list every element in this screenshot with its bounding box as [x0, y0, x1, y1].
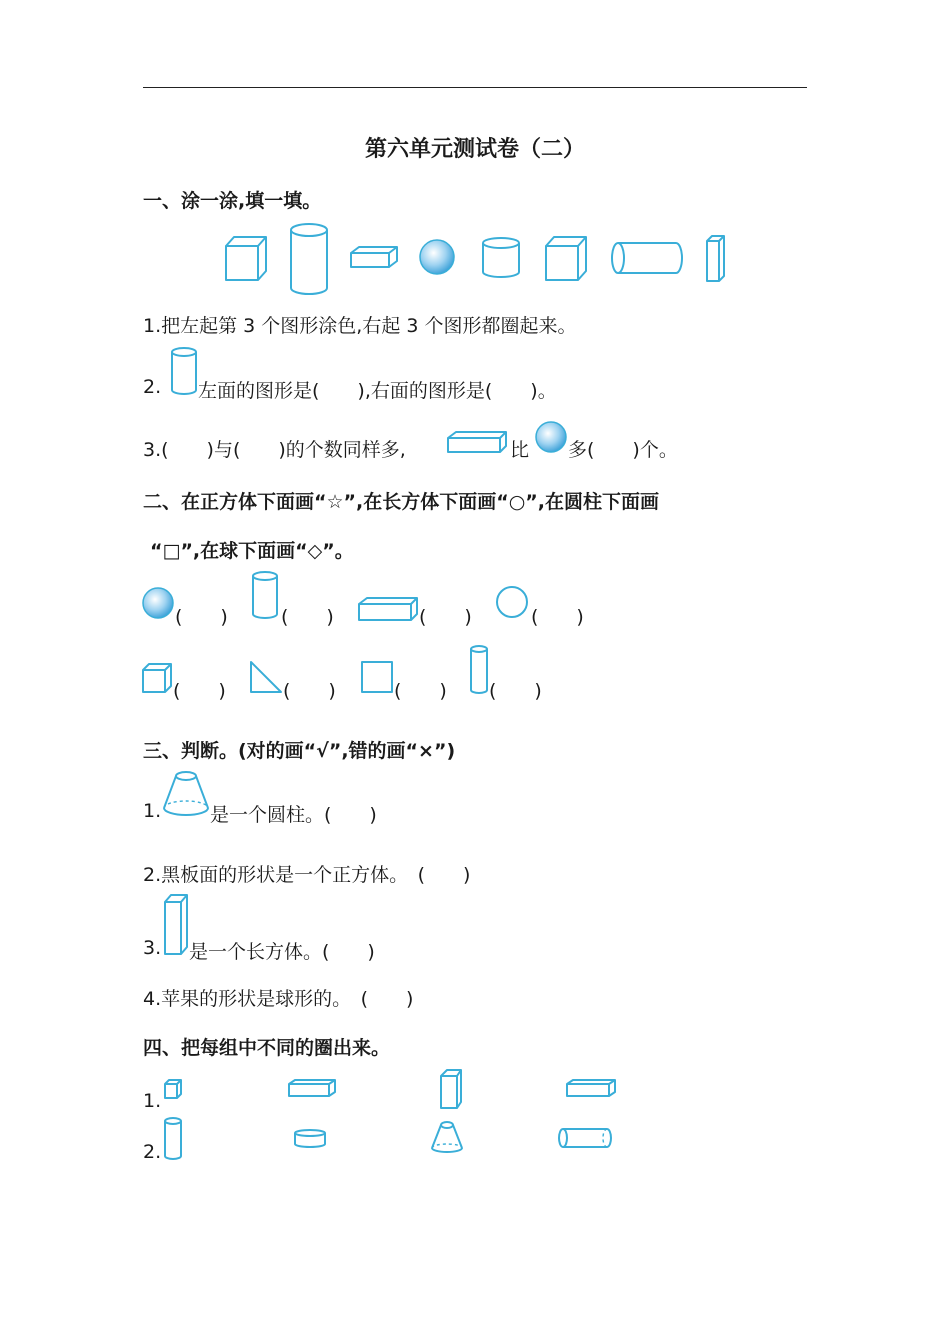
frustum-icon — [162, 770, 212, 820]
circle-item-a4 — [495, 585, 531, 621]
cylinder-item-b4 — [469, 644, 491, 696]
group1-small-cube[interactable] — [163, 1078, 185, 1102]
square-item-b3 — [360, 660, 396, 696]
answer-blank-b4[interactable]: ( ) — [489, 680, 542, 702]
cylinder-icon — [170, 346, 200, 396]
section1-q2-number: 2. — [143, 376, 162, 398]
section1-q2-text: 左面的图形是( ),右面的图形是( )。 — [198, 380, 557, 402]
section3-q4[interactable]: 4.苹果的形状是球形的。 ( ) — [143, 988, 414, 1010]
cuboid-item-a3 — [357, 596, 421, 624]
group2-lying-cylinder[interactable] — [557, 1126, 615, 1152]
section4-group1-label: 1. — [143, 1090, 162, 1112]
cube-item-b1 — [141, 660, 175, 696]
group1-cuboid-b[interactable] — [565, 1078, 619, 1100]
section3-q1-text[interactable]: 是一个圆柱。( ) — [210, 804, 377, 826]
sphere-icon — [534, 420, 568, 454]
answer-blank-a3[interactable]: ( ) — [419, 606, 472, 628]
cuboid-icon — [446, 430, 508, 456]
group1-tall-cuboid[interactable] — [439, 1068, 465, 1112]
answer-blank-b2[interactable]: ( ) — [283, 680, 336, 702]
tall-cuboid-icon — [163, 892, 191, 958]
section1-q3-part2: 比 — [510, 439, 530, 461]
group2-short-cylinder[interactable] — [293, 1128, 329, 1152]
group2-frustum[interactable] — [430, 1120, 466, 1156]
section1-heading: 一、涂一涂,填一填。 — [143, 190, 322, 212]
section2-heading-line1: 二、在正方体下面画“☆”,在长方体下面画“○”,在圆柱下面画 — [143, 491, 659, 513]
section3-q3-text[interactable]: 是一个长方体。( ) — [189, 941, 375, 963]
tall-cylinder-shape — [291, 224, 327, 294]
section1-q3-part1: 3.( )与( )的个数同样多, — [143, 439, 406, 461]
answer-blank-a2[interactable]: ( ) — [281, 606, 334, 628]
lying-cylinder-shape — [612, 243, 682, 273]
section1-q1: 1.把左起第 3 个图形涂色,右起 3 个图形都圈起来。 — [143, 315, 577, 337]
page-title: 第六单元测试卷（二） — [364, 136, 585, 162]
flat-cuboid-shape — [351, 247, 397, 267]
section3-q3-number: 3. — [143, 937, 162, 959]
section1-q3-part3: 多( )个。 — [568, 439, 678, 461]
group1-cuboid-a[interactable] — [287, 1078, 339, 1100]
answer-blank-a1[interactable]: ( ) — [175, 606, 228, 628]
sphere-item-a1 — [141, 586, 177, 622]
header-rule — [143, 87, 807, 88]
section4-group2-label: 2. — [143, 1141, 162, 1163]
section4-heading: 四、把每组中不同的圈出来。 — [143, 1037, 391, 1059]
group2-cylinder[interactable] — [163, 1116, 185, 1162]
cube-shape-1 — [226, 237, 266, 280]
answer-blank-b1[interactable]: ( ) — [173, 680, 226, 702]
section3-q1-number: 1. — [143, 800, 162, 822]
answer-blank-b3[interactable]: ( ) — [394, 680, 447, 702]
sphere-shape — [420, 240, 454, 274]
tall-cuboid-shape — [707, 236, 724, 281]
triangle-item-b2 — [249, 660, 285, 696]
cylinder-item-a2 — [251, 570, 281, 622]
cube-shape-2 — [546, 237, 586, 280]
short-cylinder-shape — [483, 238, 519, 277]
section3-q2[interactable]: 2.黑板面的形状是一个正方体。 ( ) — [143, 864, 471, 886]
section3-heading: 三、判断。(对的画“√”,错的画“×”) — [143, 740, 456, 762]
section2-heading-line2: “□”,在球下面画“◇”。 — [150, 540, 354, 562]
answer-blank-a4[interactable]: ( ) — [531, 606, 584, 628]
